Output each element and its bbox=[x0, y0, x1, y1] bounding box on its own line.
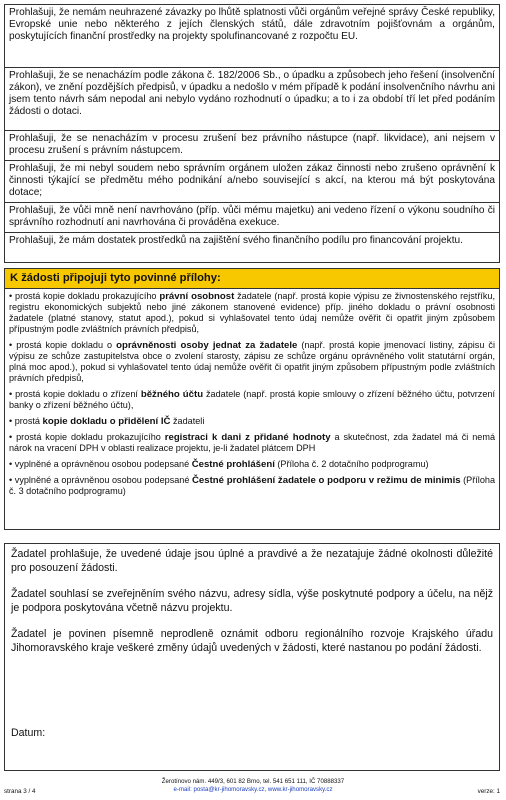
attachment-item: • prostá kopie dokladu o zřízení běžného účtu žadatele (např. prostá kopie smlouvy o zřízení běžného účtu, potvrzení banky o zřízení běžného účtu), bbox=[9, 389, 495, 410]
page-number: strana 3 / 4 bbox=[4, 788, 36, 795]
attachments-list bbox=[5, 289, 499, 497]
attachments-box bbox=[4, 268, 500, 530]
version-label: verze: 1 bbox=[477, 788, 500, 795]
footer-email: e-mail: posta@kr-jihomoravsky.cz, www.kr-jihomoravsky.cz bbox=[173, 786, 333, 793]
attachment-item: • prostá kopie dokladu prokazujícího registraci k dani z přidané hodnoty a skutečnost, zda žadatel má či nemá nárok na vracení DPH v oblasti realizace projektu, je-li žadatel plátcem DPH bbox=[9, 432, 495, 453]
attachment-item: • prostá kopie dokladu prokazujícího právní osobnost žadatele (např. prostá kopie výpisu ze živnostenského rejstříku, registru ekonomických subjektů nebo jiné zákonem stanovené evidence) příp. jiného dokladu o právní osobnosti žadatele (platné stanovy, statut apod.), pokud si vyhlašovatel tento údaj nemůže ověřit či opatřit jiným způsobem přípustným podle zvláštních právních předpisů, bbox=[9, 291, 496, 334]
attachments-heading: K žádosti připojuji tyto povinné přílohy: bbox=[5, 269, 499, 289]
date-label: Datum: bbox=[11, 727, 46, 739]
footer-contact bbox=[130, 778, 376, 794]
declaration-row: Prohlašuji, že se nenacházím v procesu zrušení bez právního nástupce (např. likvidace), ani nejsem v procesu zrušení s právním nástupcem. bbox=[5, 131, 500, 161]
attachment-item: • vyplněné a oprávněnou osobou podepsané Čestné prohlášení žadatele o podporu v režimu de minimis (Příloha č. 3 dotačního podprogramu) bbox=[9, 475, 495, 496]
footer-address: Žerotínovo nám. 449/3, 601 82 Brno, tel. 541 651 111, IČ 70888337 bbox=[161, 778, 345, 785]
declaration-row: Prohlašuji, že se nenacházím podle zákona č. 182/2006 Sb., o úpadku a způsobech jeho řešení (insolvenční zákon), ve znění pozdějších předpisů, v úpadku a nedošlo v mém případě k podání insolvenčního návrhu ani jsem tento návrh sám nepodal ani nebylo vydáno rozhodnutí o úpadku; a to i za období tří let před podáním žádosti o dotaci. bbox=[5, 68, 500, 131]
statement-change-notification: Žadatel je povinen písemně neprodleně oznámit odboru regionálního rozvoje Krajského úřadu Jihomoravského kraje veškeré změny údajů uvedených v žádosti, které nastanou po podání žádosti. bbox=[11, 628, 493, 654]
applicant-statement-box bbox=[4, 543, 500, 771]
declarations-table bbox=[4, 4, 500, 263]
declaration-row: Prohlašuji, že nemám neuhrazené závazky po lhůtě splatnosti vůči orgánům veřejné správy České republiky, Evropské unie nebo některého z jejích členských států, dále zdravotním pojišťovnám a orgánům, poskytujících finanční prostředky na projekty spolufinancované z rozpočtu EU. bbox=[5, 5, 500, 68]
attachment-item: • vyplněné a oprávněnou osobou podepsané Čestné prohlášení (Příloha č. 2 dotačního podprogramu) bbox=[9, 459, 429, 470]
declaration-row: Prohlašuji, že vůči mně není navrhováno (příp. vůči mému majetku) ani vedeno řízení o výkonu soudního či správního rozhodnutí ani navrhována či prováděna exekuce. bbox=[5, 203, 500, 233]
declaration-row: Prohlašuji, že mi nebyl soudem nebo správním orgánem uložen zákaz činnosti nebo zrušeno oprávnění k činnosti týkající se předmětu mého podnikání a/nebo související s akcí, na kterou má být poskytována dotace; bbox=[5, 161, 500, 203]
statement-publication-consent: Žadatel souhlasí se zveřejněním svého názvu, adresy sídla, výše poskytnuté podpory a účelu, na nějž je podpora poskytována včetně názvu projektu. bbox=[11, 588, 493, 614]
statement-truthfulness: Žadatel prohlašuje, že uvedené údaje jsou úplné a pravdivé a že nezatajuje žádné okolnosti důležité pro posouzení žádosti. bbox=[11, 548, 493, 574]
attachment-item: • prostá kopie dokladu o oprávněnosti osoby jednat za žadatele (např. prostá kopie jmenovací listiny, zápisu či výpisu ze schůze zastupitelstva obce o zvolení starosty, zápisu ze schůze orgánu oprávněného volit statutární orgán, plná moc apod.), pokud si vyhlašovatel tento údaj nemůže ověřit či opatřit jiným způsobem přípustným podle zvláštních právních předpisů, bbox=[9, 340, 495, 383]
attachment-item: • prostá kopie dokladu o přidělení IČ žadateli bbox=[9, 416, 205, 427]
declaration-row: Prohlašuji, že mám dostatek prostředků na zajištění svého finančního podílu pro financování projektu. bbox=[5, 233, 500, 263]
